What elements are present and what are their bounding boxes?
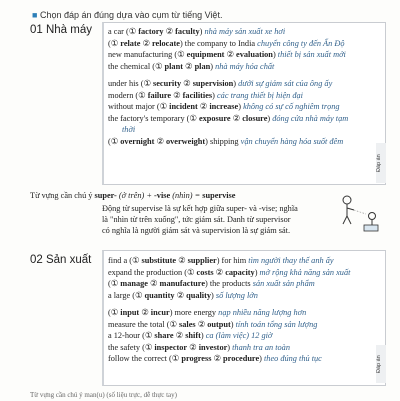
line-suffix: ) <box>230 319 234 329</box>
vietnamese-hint: vận chuyển hàng hóa suốt đêm <box>240 136 344 146</box>
line-prefix: (① <box>108 136 121 146</box>
option-1[interactable]: overnight <box>120 136 155 146</box>
option-separator: ② <box>140 38 152 48</box>
exercise-line <box>108 113 348 124</box>
line-prefix: a car (① <box>108 27 139 36</box>
line-suffix: ) for him <box>216 256 247 265</box>
vietnamese-hint: mở rộng khả năng sản xuất <box>259 267 351 277</box>
line-suffix: ) <box>233 79 237 88</box>
line-suffix: ) the products <box>205 279 251 288</box>
option-1[interactable]: incident <box>169 102 198 111</box>
option-separator: ② <box>154 136 166 146</box>
option-1[interactable]: share <box>154 331 174 340</box>
vietnamese-hint: thiết bị sản xuất mới <box>277 50 346 59</box>
section-box-factory <box>102 22 386 185</box>
line-suffix: ) <box>211 290 214 300</box>
option-separator: ② <box>181 79 193 88</box>
line-prefix: (① <box>108 308 121 317</box>
answer-tab[interactable]: Đáp án <box>376 345 386 383</box>
option-2[interactable]: plan <box>194 61 211 71</box>
option-separator: ② <box>174 290 187 300</box>
line-prefix: without major (① <box>108 102 170 111</box>
option-separator: ② <box>224 50 237 59</box>
section-box-production <box>102 250 386 386</box>
option-2[interactable]: supplier <box>187 256 217 265</box>
line-prefix: the chemical (① <box>108 61 165 71</box>
option-separator: ② <box>147 279 160 288</box>
option-2[interactable]: capacity <box>225 267 255 277</box>
vietnamese-hint: tìm người thay thế anh ấy <box>248 256 334 265</box>
bullet-icon: ■ <box>32 10 40 20</box>
note-heading: Từ vựng cần chú ý super- (ở trên) + -vise (nhìn) = supervise <box>30 191 236 200</box>
vietnamese-hint: ca (làm việc) 12 giờ <box>205 331 273 340</box>
exercise-line <box>108 267 350 278</box>
option-2[interactable]: shift <box>185 331 201 340</box>
line-prefix: the factory's temporary (① <box>108 113 199 123</box>
instruction: ■ Chọn đáp án đúng dựa vào cụm từ tiếng Việt. <box>32 10 223 20</box>
line-suffix: ) more energy <box>169 308 217 317</box>
line-prefix: (① <box>108 279 121 288</box>
line-suffix: ) <box>199 27 203 36</box>
vietnamese-hint: nạp nhiều năng lượng hơn <box>218 308 307 317</box>
option-1[interactable]: sales <box>179 319 196 329</box>
footer-partial: Từ vựng cần chú ý man(u) (số liệu trực, dễ thực tay) <box>30 391 177 399</box>
option-1[interactable]: security <box>153 79 182 88</box>
option-2[interactable]: incur <box>150 308 170 317</box>
option-separator: ② <box>195 319 208 329</box>
vietnamese-hint: các trang thiết bị hiện đại <box>217 90 303 100</box>
exercise-line <box>108 101 340 112</box>
option-separator: ② <box>139 308 151 317</box>
option-2[interactable]: quality <box>186 290 212 300</box>
line-prefix: new manufacturing (① <box>108 50 187 59</box>
option-2[interactable]: procedure <box>223 354 260 363</box>
exercise-line <box>108 78 332 89</box>
vietnamese-hint: nhà máy sản xuất xe hơi <box>204 27 286 36</box>
exercise-line <box>108 290 258 301</box>
option-2[interactable]: closure <box>242 113 268 123</box>
exercise-line <box>108 319 317 330</box>
line-suffix: ) <box>259 354 262 363</box>
vietnamese-hint: nhà máy hóa chất <box>215 61 275 71</box>
option-separator: ② <box>173 331 186 340</box>
option-separator: ② <box>182 61 195 71</box>
option-1[interactable]: quantity <box>144 290 175 300</box>
vietnamese-hint: số lượng lớn <box>215 290 258 300</box>
exercise-line <box>108 342 290 353</box>
option-2[interactable]: facilities <box>182 90 213 100</box>
line-suffix: ) <box>200 331 204 340</box>
option-1[interactable]: equipment <box>186 50 225 59</box>
line-prefix: (① <box>108 38 121 48</box>
vietnamese-hint: sản xuất sản phẩm <box>252 279 315 288</box>
option-2[interactable]: evaluation <box>236 50 273 59</box>
option-separator: ② <box>211 354 224 363</box>
vietnamese-hint: thời <box>122 125 136 134</box>
vietnamese-hint: theo đúng thủ tục <box>264 354 322 363</box>
option-separator: ② <box>163 27 176 36</box>
option-2[interactable]: output <box>207 319 231 329</box>
line-suffix: ) shipping <box>205 136 239 146</box>
option-2[interactable]: faculty <box>175 27 200 36</box>
answer-tab[interactable]: Đáp án <box>376 143 386 183</box>
option-separator: ② <box>213 267 226 277</box>
vietnamese-hint: thanh tra an toàn <box>232 342 290 352</box>
line-prefix: a 12-hour (① <box>108 331 155 340</box>
option-1[interactable]: inspector <box>154 342 188 352</box>
exercise-line <box>108 61 274 72</box>
option-1[interactable]: manage <box>120 279 148 288</box>
option-1[interactable]: exposure <box>198 113 231 123</box>
line-prefix: follow the correct (① <box>108 354 182 363</box>
exercise-line <box>108 26 285 37</box>
line-prefix: find a (① <box>108 256 142 265</box>
option-2[interactable]: overweight <box>165 136 206 146</box>
option-1[interactable]: relate <box>120 38 141 48</box>
line-prefix: a large (① <box>108 290 145 300</box>
option-1[interactable]: costs <box>196 267 214 277</box>
exercise-line <box>108 330 272 341</box>
note-body <box>102 203 298 236</box>
option-separator: ② <box>171 90 183 100</box>
option-1[interactable]: progress <box>181 354 212 363</box>
vietnamese-hint: tính toán tổng sản lượng <box>235 319 318 329</box>
line-prefix: under his (① <box>108 79 153 88</box>
option-2[interactable]: supervision <box>192 79 234 88</box>
section-title-production: 02 Sản xuất <box>30 254 92 266</box>
option-1[interactable]: factory <box>138 27 164 36</box>
option-1[interactable]: plant <box>164 61 183 71</box>
line-suffix: ) <box>210 61 214 71</box>
note-line: Động từ supervise là sự kết hợp giữa super- và -vise; nghĩa <box>102 204 298 213</box>
line-prefix: modern (① <box>108 90 148 100</box>
option-1[interactable]: input <box>120 308 140 317</box>
line-prefix: expand the production (① <box>108 267 197 277</box>
exercise-line <box>108 307 306 318</box>
line-suffix: ) <box>238 102 241 111</box>
option-2[interactable]: increase <box>209 102 239 111</box>
note-line: có nghĩa là người giám sát và supervision là sự giám sát. <box>102 226 291 235</box>
exercise-line <box>108 136 343 147</box>
line-suffix: ) <box>212 90 215 100</box>
option-separator: ② <box>176 256 188 265</box>
line-prefix: measure the total (① <box>108 319 180 329</box>
exercise-line <box>108 255 334 266</box>
option-2[interactable]: relocate <box>152 38 180 48</box>
vietnamese-hint: đóng cửa nhà máy tạm <box>272 113 349 123</box>
note-line: là "nhìn từ trên xuống", tức giám sát. Danh từ supervisor <box>102 215 291 224</box>
vietnamese-hint: dưới sự giám sát của ông ấy <box>238 79 333 88</box>
exercise-line <box>108 49 346 60</box>
option-separator: ② <box>230 113 243 123</box>
line-suffix: ) <box>272 50 276 59</box>
exercise-line <box>108 38 344 49</box>
exercise-line <box>122 124 135 135</box>
line-suffix: ) <box>267 113 271 123</box>
exercise-line <box>108 353 322 364</box>
line-suffix: ) the company to India <box>179 38 256 48</box>
option-separator: ② <box>197 102 210 111</box>
vietnamese-hint: không có sự cố nghiêm trọng <box>243 102 340 111</box>
option-1[interactable]: substitute <box>141 256 177 265</box>
exercise-line <box>108 278 315 289</box>
line-suffix: ) <box>254 267 258 277</box>
section-title-factory: 01 Nhà máy <box>30 24 93 36</box>
vietnamese-hint: chuyển công ty đến Ấn Độ <box>257 38 345 48</box>
exercise-line <box>108 90 303 101</box>
supervisor-illustration <box>332 192 388 234</box>
option-1[interactable]: failure <box>147 90 172 100</box>
option-separator: ② <box>187 342 199 352</box>
option-2[interactable]: manufacture <box>159 279 206 288</box>
line-prefix: the safety (① <box>108 342 155 352</box>
line-suffix: ) <box>227 342 231 352</box>
option-2[interactable]: investor <box>198 342 228 352</box>
